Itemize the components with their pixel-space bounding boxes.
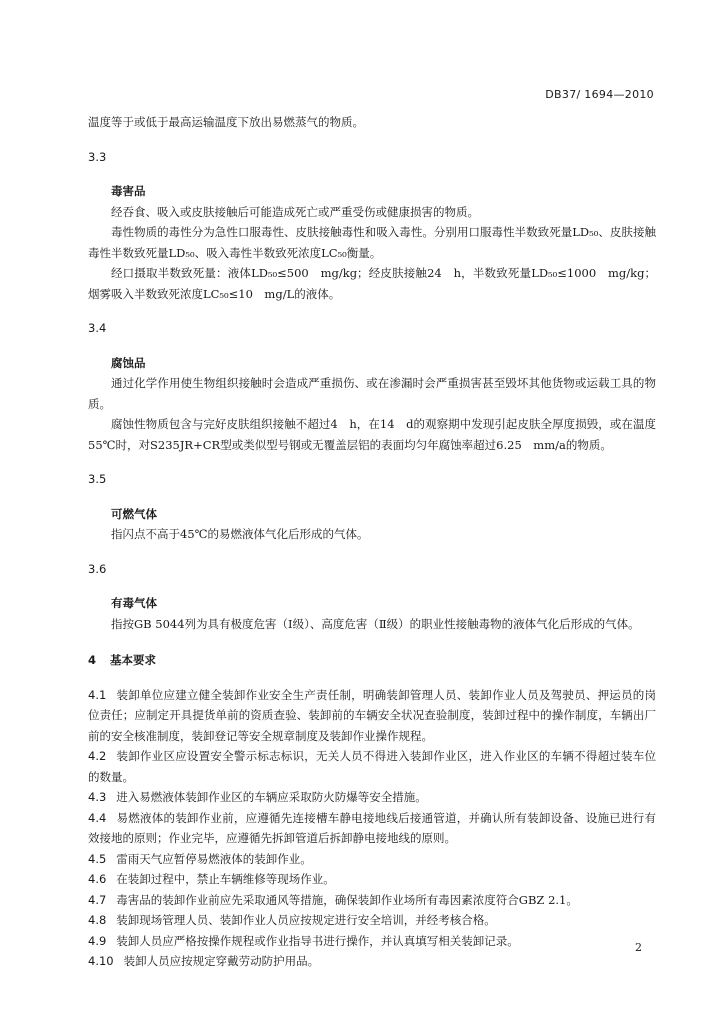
requirement-text: 装卸人员应按规定穿戴劳动防护用品。 bbox=[123, 954, 320, 968]
requirement-item bbox=[88, 787, 656, 808]
requirement-number: 4.1 bbox=[88, 687, 107, 702]
page-number: 2 bbox=[635, 941, 642, 954]
requirement-number: 4.2 bbox=[88, 749, 107, 763]
requirement-item bbox=[88, 808, 656, 849]
requirement-number: 4.7 bbox=[88, 892, 107, 907]
requirement-text: 进入易燃液体装卸作业区的车辆应采取防火防爆等安全措施。 bbox=[116, 790, 427, 804]
requirement-number: 4.8 bbox=[88, 913, 107, 927]
chapter-heading bbox=[88, 650, 656, 671]
requirement-item bbox=[88, 869, 656, 890]
term-toxic-substances: 毒害品 bbox=[111, 184, 146, 198]
requirement-item bbox=[88, 931, 656, 952]
requirement-item bbox=[88, 890, 656, 911]
requirement-item bbox=[88, 685, 656, 747]
requirement-item bbox=[88, 746, 656, 787]
section-paragraph: 指按GB 5044列为具有极度危害（Ⅰ级）、高度危害（Ⅱ级）的职业性接触毒物的液体气化后形成的气体。 bbox=[111, 616, 640, 631]
requirement-number: 4.6 bbox=[88, 872, 107, 886]
section-number-3-4: 3.4 bbox=[88, 321, 107, 335]
chapter-title: 基本要求 bbox=[110, 653, 157, 667]
requirement-item bbox=[88, 910, 656, 931]
section-paragraph: 指闪点不高于45℃的易燃液体气化后形成的气体。 bbox=[111, 527, 369, 541]
term-corrosive-substances: 腐蚀品 bbox=[111, 355, 146, 370]
requirement-number: 4.10 bbox=[88, 954, 114, 968]
requirement-text: 毒害品的装卸作业前应先采取通风等措施，确保装卸作业场所有毒因素浓度符合GBZ 2.1。 bbox=[116, 892, 578, 907]
section-paragraph: 腐蚀性物质包含与完好皮肤组织接触不超过4 h，在14 d的观察期中发现引起皮肤全厚度损毁，或在温度55℃时，对S235JR+CR型或类似型号钢或无覆盖层铝的表面均匀年腐蚀率超过6.25 mm/a的物质。 bbox=[88, 417, 656, 452]
page-body bbox=[88, 112, 656, 972]
requirement-text: 装卸人员应严格按操作规程或作业指导书进行操作，并认真填写相关装卸记录。 bbox=[116, 933, 519, 948]
requirement-item bbox=[88, 849, 656, 870]
requirement-number: 4.4 bbox=[88, 810, 107, 825]
requirement-text: 装卸现场管理人员、装卸作业人员应按规定进行安全培训，并经考核合格。 bbox=[116, 913, 496, 927]
section-paragraph: 经口摄取半数致死量：液体LD₅₀≤500 mg/kg；经皮肤接触24 h，半数致死量LD₅₀≤1000 mg/kg；烟雾吸入半数致死浓度LC₅₀≤10 mg/L的液体。 bbox=[88, 266, 656, 301]
section-number-3-5: 3.5 bbox=[88, 472, 107, 486]
intro-paragraph: 温度等于或低于最高运输温度下放出易燃蒸气的物质。 bbox=[88, 115, 364, 129]
section-paragraph: 通过化学作用使生物组织接触时会造成严重损伤、或在渗漏时会严重损害甚至毁坏其他货物或运载工具的物质。 bbox=[88, 376, 656, 411]
section-number-3-6: 3.6 bbox=[88, 561, 107, 576]
requirement-number: 4.9 bbox=[88, 933, 107, 948]
requirement-text: 雷雨天气应暂停易燃液体的装卸作业。 bbox=[116, 851, 312, 866]
chapter-number: 4 bbox=[88, 653, 97, 667]
requirement-number: 4.3 bbox=[88, 790, 107, 804]
section-paragraph: 毒性物质的毒性分为急性口服毒性、皮肤接触毒性和吸入毒性。分别用口服毒性半数致死量LD₅₀、皮肤接触毒性半数致死量LD₅₀、吸入毒性半数致死浓度LC₅₀衡量。 bbox=[88, 225, 656, 260]
requirement-number: 4.5 bbox=[88, 851, 107, 866]
requirement-item bbox=[88, 951, 656, 972]
term-toxic-gas: 有毒气体 bbox=[111, 596, 157, 610]
section-number-3-3: 3.3 bbox=[88, 149, 107, 164]
section-paragraph: 经吞食、吸入或皮肤接触后可能造成死亡或严重受伤或健康损害的物质。 bbox=[111, 204, 479, 219]
requirement-text: 在装卸过程中，禁止车辆维修等现场作业。 bbox=[116, 872, 335, 886]
term-flammable-gas: 可燃气体 bbox=[111, 506, 157, 521]
requirement-text: 易燃液体的装卸作业前，应遵循先连接槽车静电接地线后接通管道，并确认所有装卸设备、设施已进行有效接地的原则；作业完毕，应遵循先拆卸管道后拆卸静电接地线的原则。 bbox=[88, 810, 656, 845]
requirement-text: 装卸作业区应设置安全警示标志标识，无关人员不得进入装卸作业区，进入作业区的车辆不得超过装车位的数量。 bbox=[88, 749, 656, 784]
document-code: DB37/ 1694—2010 bbox=[545, 88, 654, 101]
requirement-text: 装卸单位应建立健全装卸作业安全生产责任制，明确装卸管理人员、装卸作业人员及驾驶员、押运员的岗位责任；应制定开具提货单前的资质查验、装卸前的车辆安全状况查验制度，装卸过程中的操作制度，车辆出厂前的安全核准制度，装卸登记等安全规章制度及装卸作业操作规程。 bbox=[88, 687, 656, 743]
